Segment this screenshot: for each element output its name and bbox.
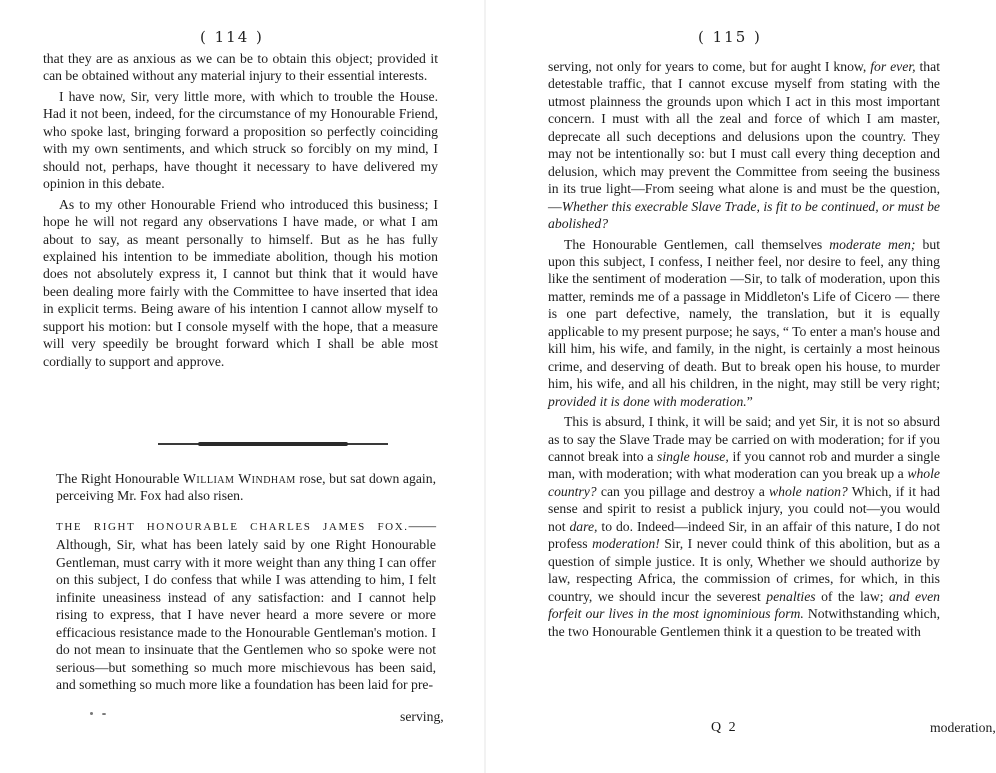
section-divider <box>158 443 388 445</box>
italic-run: whole country? <box>548 466 941 499</box>
italic-run: and even forfeit our lives in the most ignominious form. <box>548 588 941 622</box>
right-catchword: moderation, <box>930 720 996 735</box>
windham-before: The Right Honourable <box>56 471 180 486</box>
text-run: The Honourable Gentlemen, call themselves <box>564 236 823 252</box>
ink-spot <box>102 713 106 715</box>
windham-after: rose, but sat down again, perceiving Mr. Fox had also risen. <box>56 471 436 504</box>
text-run: of the law; <box>821 588 884 604</box>
right-page-number: ( 115 ) <box>698 28 762 46</box>
paragraph: As to my other Honourable Friend who introduced this business; I hope he will not regard any observations I have made, or what I am about to say, as meant personally to himself. But as he has fully explained his intention to be immediate abolition, though his motion does not absolutely express it, I cannot but think that it would have been dealing more fairly with the Committee to have inserted that idea in explicit terms. Being aware of his intention I cannot allow myself to support his motion: but I console myself with the hope, that a measure will very speedily be brought forward which I shall be able most cordially to support and approve. <box>43 196 438 369</box>
italic-run: provided it is done with moderation. <box>548 393 747 409</box>
left-catchword: serving, <box>400 709 444 724</box>
right-page-text <box>548 58 940 640</box>
text-run: Notwithstanding which, the two Honourable Gentlemen think it a question to be treated with <box>548 606 940 639</box>
windham-name: William Windham <box>183 471 296 486</box>
ink-spot <box>90 712 93 715</box>
left-page <box>0 0 480 773</box>
text-run: to do. Indeed—indeed Sir, in an affair of this nature, I do not profess <box>548 518 941 552</box>
text-run: ” <box>746 393 753 409</box>
italic-run: for ever, <box>870 59 916 74</box>
paragraph: I have now, Sir, very little more, with which to trouble the House. Had it not been, indeed, for the circumstance of my Honourable Friend, who spoke last, bringing forward a proposition so perfectly coinciding with my own sentiments, and which struck so forcibly on my mind, I should not, perhaps, have thought it necessary to have delivered my opinion in this debate. <box>43 88 438 192</box>
italic-run: penalties <box>766 588 816 604</box>
signature-mark: Q 2 <box>711 720 738 735</box>
text-run: This is absurd, I think, it will be said; and yet Sir, it is not so absurd as to say the Slave Trade may be carried on with moderation; for if you cannot break into a <box>548 414 940 464</box>
paragraph <box>548 58 940 233</box>
text-run: Sir, I never could think of this abolition, but as a question of simple justice. It is only, Whether we should authorize by law, respecting Africa, the commission of crimes, for which, in this country, we should incur the severest <box>548 536 941 604</box>
text-run: can you pillage and destroy a <box>600 483 765 499</box>
left-bottom-text <box>56 470 436 693</box>
italic-run: whole nation? <box>769 483 848 499</box>
paragraph: that they are as anxious as we can be to obtain this object; provided it can be obtained without any material injury to their essential interests. <box>43 51 438 84</box>
left-page-number: ( 114 ) <box>200 28 264 46</box>
text-run: but upon this subject, I confess, I neither feel, nor desire to feel, any thing like the sentiment of moderation —Sir, to talk of moderation, upon this matter, reminds me of a passage in Middleton's Life of Cicero — there is one part defective, namely, the translation, but it is equally applicable to my present purpose; he says, “ To enter a man's house and kill him, his wife, and family, in the night, is certainly a most heinous crime, and deserving of death. But to break open his house, to murder him, his wife, and all his children, in the night, may still be very right; <box>548 236 941 392</box>
italic-run: dare, <box>569 518 598 534</box>
fox-body: Although, Sir, what has been lately said by one Right Honourable Gentleman, must carry with it more weight than any thing I can offer on this subject, I do confess that while I was attending to him, I felt infinite uneasiness instead of any satisfaction: and I cannot help rising to express, that I have never heard a more severe or more efficacious resistance made to the Honourable Gentleman's motion. I do not mean to insinuate that the Gentlemen who so spoke were not serious—but something so much more mischievous has been said, and something so much more like a foundation has been laid for pre- <box>56 537 436 692</box>
text-run: if you cannot rob and murder a single man, with moderation; with what moderation can you break up a <box>548 448 941 482</box>
paragraph <box>548 236 940 411</box>
text-run: that detestable traffic, that I cannot excuse myself from stating with the utmost plainness the grounds upon which I act in this most important concern. I must with all the zeal and force of which I am master, deprecate all such deceptions and delusions upon the country. They may not be intentionally so: but I must call every thing deception and delusion, which may prevent the Committee from seeing the business in its true light—From seeing what alone is and must be the question,— <box>548 59 940 214</box>
fox-paragraph <box>56 517 436 694</box>
page-gutter <box>484 0 486 773</box>
italic-run: moderate men; <box>829 236 916 252</box>
italic-run: Whether this execrable Slave Trade, is fit to be continued, or must be abolished? <box>548 198 940 232</box>
fox-speaker: THE RIGHT HONOURABLE CHARLES JAMES FOX. <box>56 520 409 533</box>
paragraph <box>548 413 940 640</box>
italic-run: single house, <box>657 448 729 464</box>
text-run: serving, not only for years to come, but for aught I know, <box>548 59 867 74</box>
fox-dash: —— <box>408 517 436 533</box>
windham-paragraph <box>56 470 436 505</box>
right-page <box>490 0 996 773</box>
left-top-text <box>43 50 438 370</box>
text-run: Which, if it had sense and spirit to resist a publick injury, you could not—you would not <box>548 483 941 534</box>
italic-run: moderation! <box>592 536 660 552</box>
